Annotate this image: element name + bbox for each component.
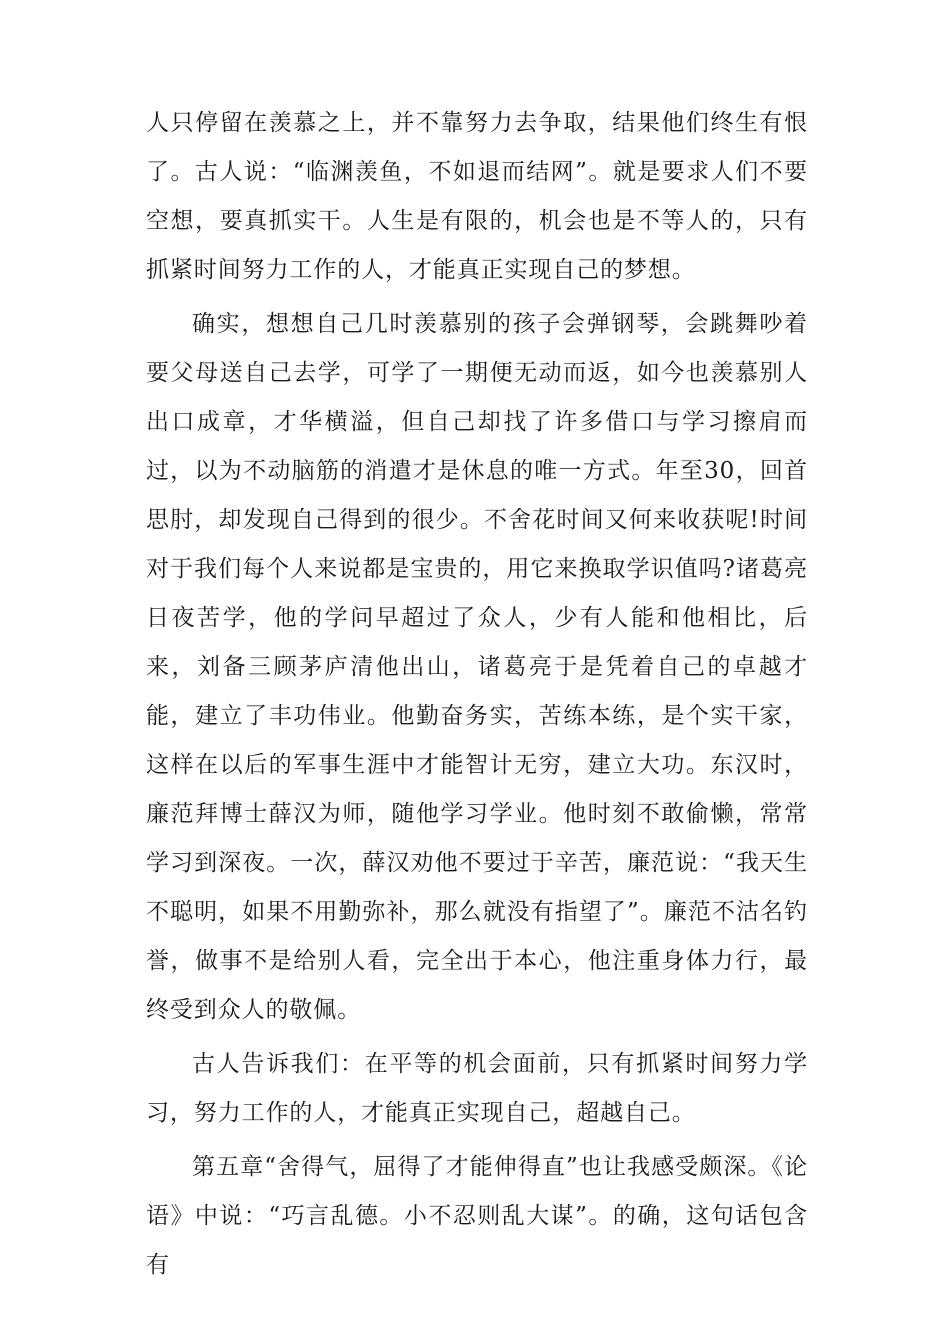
paragraph-ancient-advice: 古人告诉我们：在平等的机会面前，只有抓紧时间努力学习，努力工作的人，才能真正实现自己，超越自己。 bbox=[146, 1051, 808, 1126]
document-body bbox=[146, 99, 808, 1295]
paragraph-continued: 人只停留在羡慕之上，并不靠努力去争取，结果他们终生有恨了。古人说：“临渊羡鱼，不如退而结网”。就是要求人们不要空想，要真抓实干。人生是有限的，机会也是不等人的，只有抓紧时间努力工作的人，才能真正实现自己的梦想。 bbox=[146, 110, 808, 283]
paragraph-chapter-five: 第五章“舍得气，屈得了才能伸得直”也让我感受颇深。《论语》中说：“巧言乱德。小不忍则乱大谋”。的确，这句话包含有 bbox=[146, 1154, 808, 1278]
paragraph-regret-and-examples: 确实，想想自己几时羡慕别的孩子会弹钢琴，会跳舞吵着要父母送自己去学，可学了一期便无动而返，如今也羡慕别人出口成章，才华横溢，但自己却找了许多借口与学习擦肩而过，以为不动脑筋的消遣才是休息的唯一方式。年至30，回首思肘，却发现自己得到的很少。不舍花时间又何来收获呢!时间对于我们每个人来说都是宝贵的，用它来换取学识值吗?诸葛亮日夜苦学，他的学问早超过了众人，少有人能和他相比，后来，刘备三顾茅庐清他出山，诸葛亮于是凭着自己的卓越才能，建立了丰功伟业。他勤奋务实，苦练本练，是个实干家，这样在以后的军事生涯中才能智计无穷，建立大功。东汉时，廉范拜博士薛汉为师，随他学习学业。他时刻不敢偷懒，常常学习到深夜。一次，薛汉劝他不要过于辛苦，廉范说：“我天生不聪明，如果不用勤弥补，那么就没有指望了”。廉范不沽名钓誉，做事不是给别人看，完全出于本心，他注重身体力行，最终受到众人的敬佩。 bbox=[146, 311, 808, 1023]
